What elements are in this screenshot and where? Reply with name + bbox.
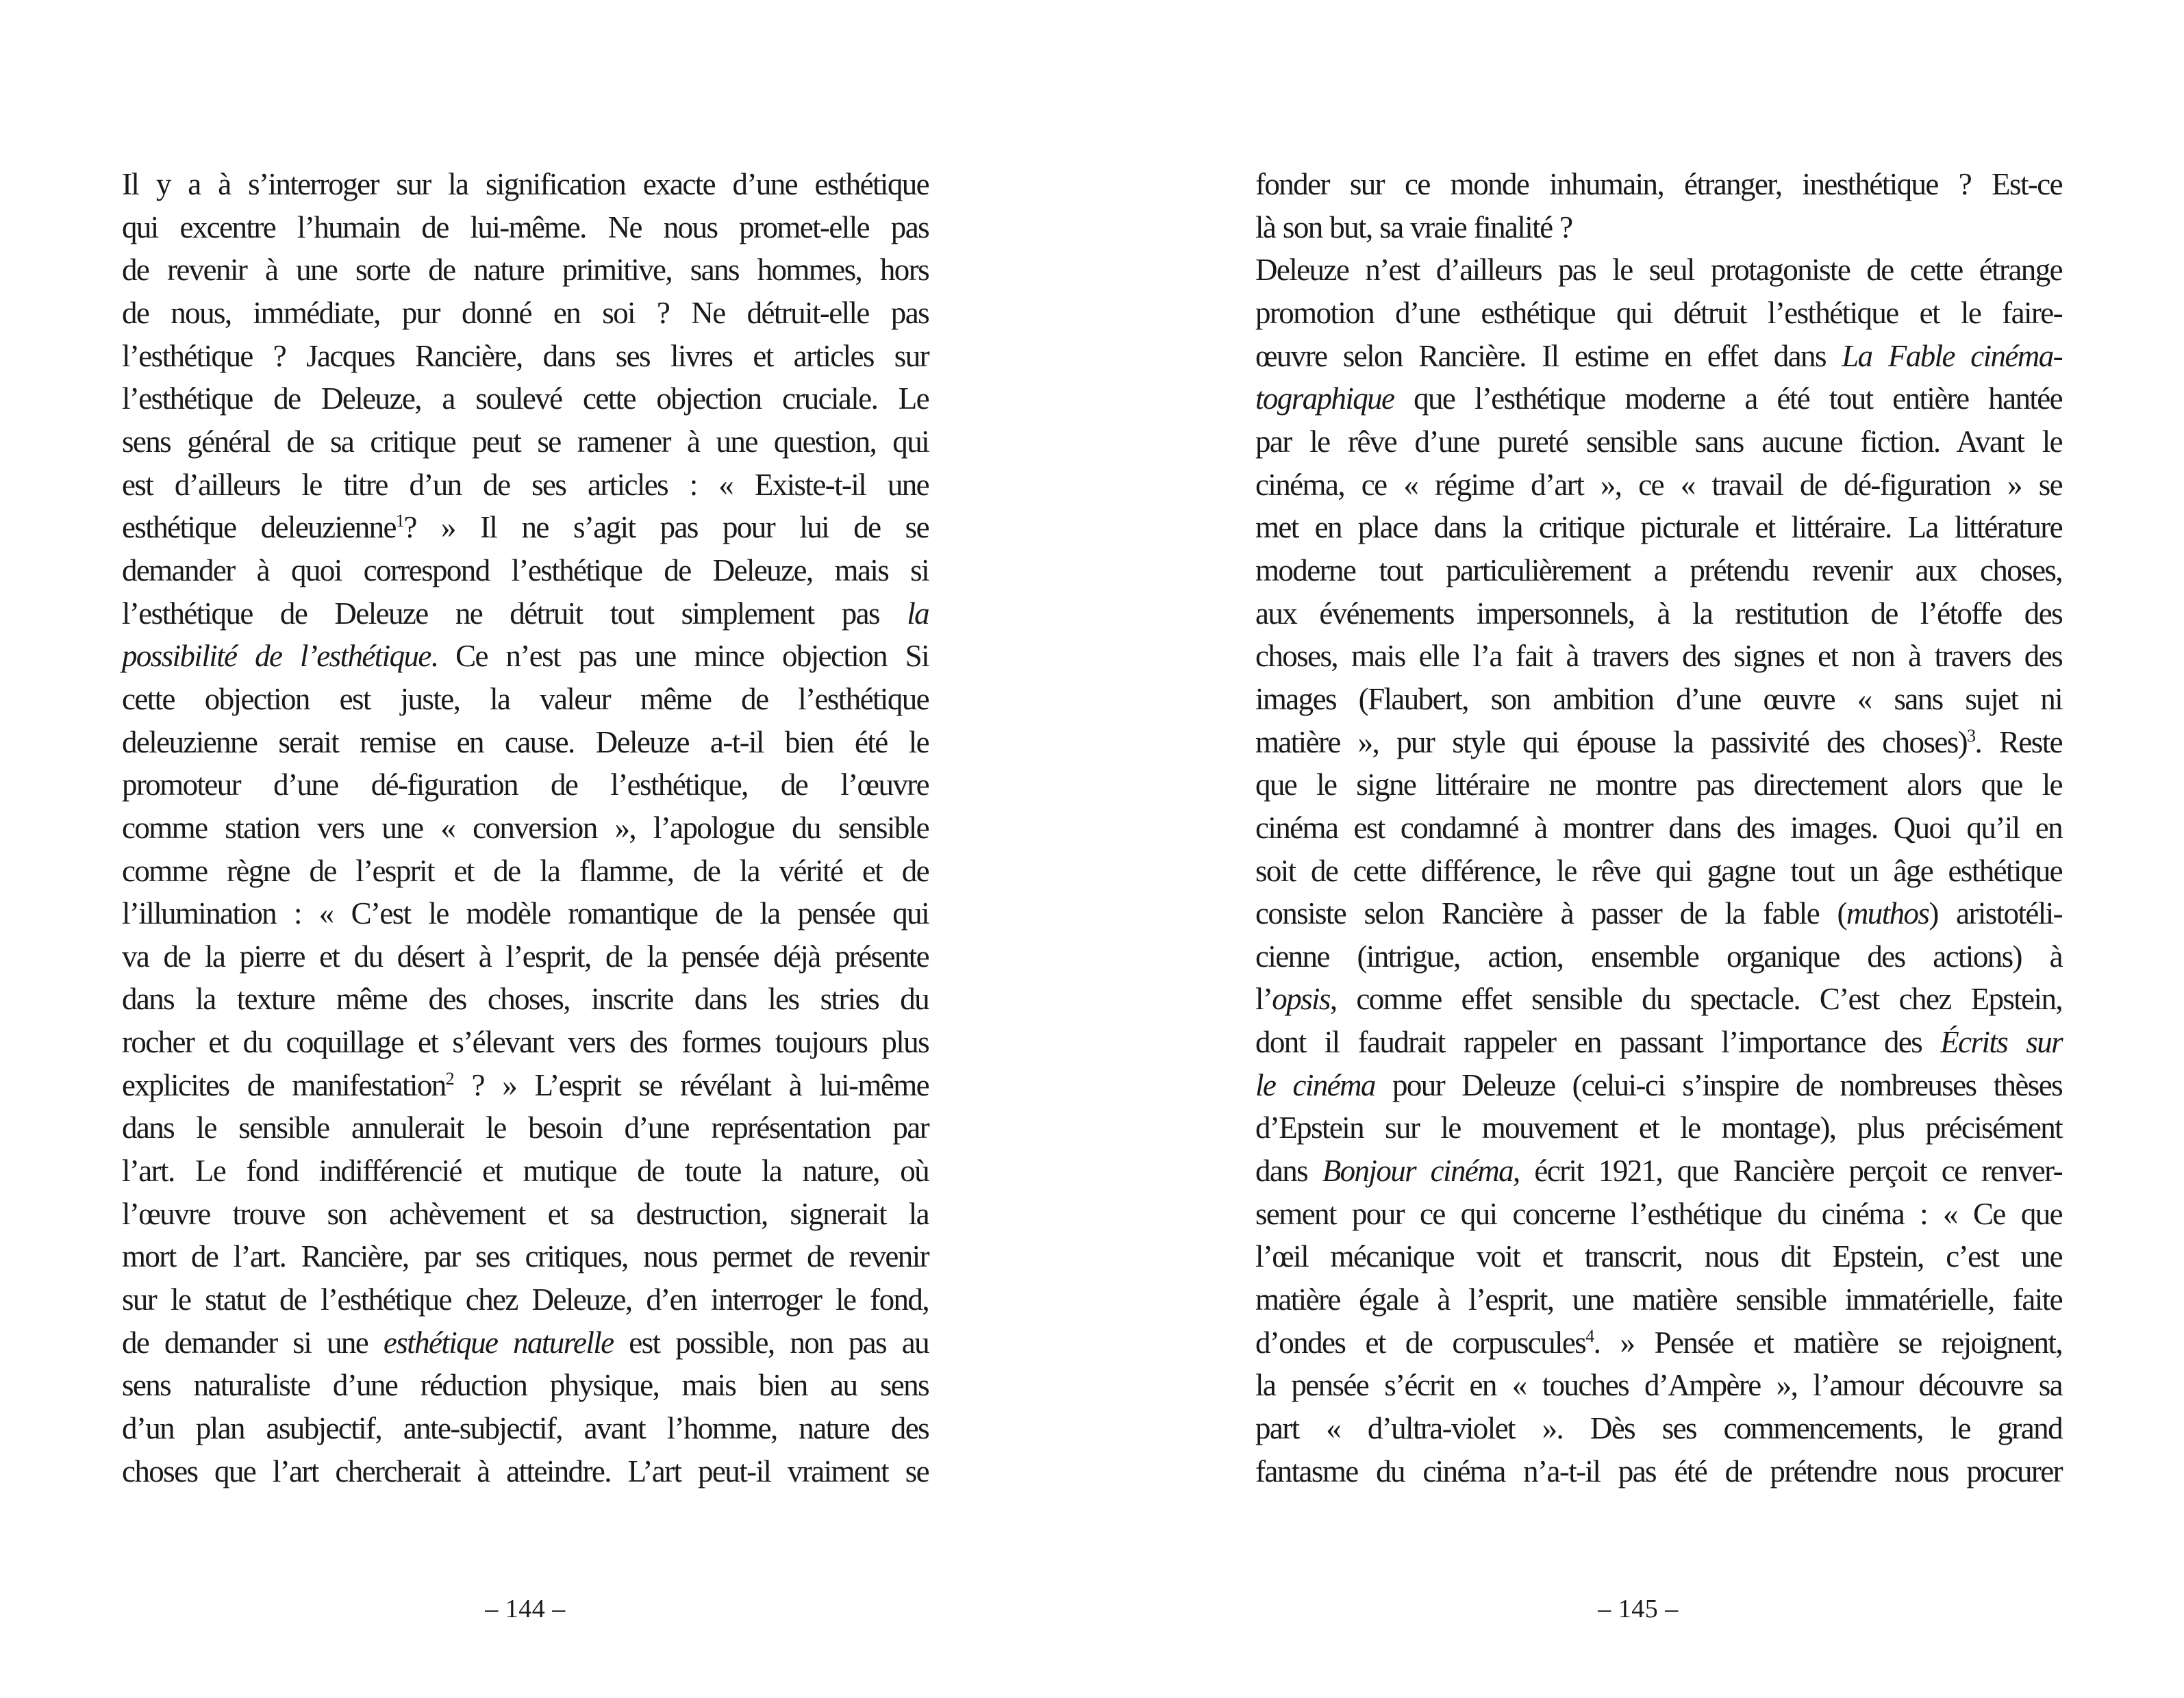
text-line	[1255, 420, 2062, 464]
text-line	[1255, 1407, 2062, 1450]
text-run: l’	[1255, 982, 1272, 1017]
text-run: . Reste	[1974, 724, 2062, 759]
text-run: choses que l’art chercherait à atteindre. L’art peut-il vraiment se	[122, 1454, 929, 1488]
text-line	[122, 850, 929, 893]
text-line	[122, 377, 929, 420]
page-right	[1092, 0, 2184, 1698]
text-line	[122, 978, 929, 1021]
text-run: cinéma, ce « régime d’art », ce « travail de dé-figuration » se	[1255, 467, 2062, 502]
text-line	[1255, 592, 2062, 635]
text-run: rocher et du coquillage et s’élevant vers des formes toujours plus	[122, 1025, 929, 1060]
text-line	[122, 721, 929, 764]
text-line	[1255, 1150, 2062, 1193]
text-line	[122, 464, 929, 507]
text-run: mort de l’art. Rancière, par ses critiques, nous permet de revenir	[122, 1239, 929, 1274]
text-run: Deleuze n’est d’ailleurs pas le seul protagoniste de cette étrange	[1255, 253, 2062, 288]
text-line	[122, 249, 929, 292]
text-run: par le rêve d’une pureté sensible sans aucune fiction. Avant le	[1255, 424, 2062, 459]
text-run: promoteur d’une dé-figuration de l’esthétique, de l’œuvre	[122, 768, 929, 802]
text-line	[1255, 206, 2062, 249]
text-run: sens général de sa critique peut se ramener à une question, qui	[122, 424, 929, 459]
text-line	[122, 549, 929, 592]
text-line	[1255, 763, 2062, 807]
text-line	[1255, 935, 2062, 978]
text-run: sur le statut de l’esthétique chez Deleuze, d’en interroger le fond,	[122, 1282, 929, 1317]
text-line	[122, 506, 929, 549]
text-line	[1255, 464, 2062, 507]
text-run: va de la pierre et du désert à l’esprit, de la pensée déjà présente	[122, 939, 929, 974]
italic-text: Écrits sur	[1940, 1025, 2063, 1060]
text-run: d’Epstein sur le mouvement et le montage), plus précisément	[1255, 1111, 2062, 1145]
text-line	[1255, 850, 2062, 893]
text-run: soit de cette différence, le rêve qui gagne tout un âge esthétique	[1255, 853, 2062, 888]
text-line	[122, 1150, 929, 1193]
text-run: l’illumination : « C’est le modèle romantique de la pensée qui	[122, 896, 929, 931]
text-line	[122, 807, 929, 850]
text-line	[122, 678, 929, 721]
text-line	[122, 420, 929, 464]
footnote-ref: 1	[395, 511, 404, 531]
text-line	[1255, 1021, 2062, 1064]
text-run: choses, mais elle l’a fait à travers des signes et non à travers des	[1255, 639, 2062, 674]
text-line	[1255, 377, 2062, 420]
text-line	[1255, 892, 2062, 935]
text-run: dans le sensible annulerait le besoin d’une représentation par	[122, 1111, 929, 1145]
text-run: . » Pensée et matière se rejoignent,	[1593, 1325, 2063, 1360]
text-line	[1255, 1364, 2062, 1407]
text-run: l’art. Le fond indifférencié et mutique de toute la nature, où	[122, 1154, 929, 1189]
text-run: ? » L’esprit se révélant à lui-même	[453, 1067, 929, 1102]
text-run: ) aristotéli-	[1929, 896, 2062, 931]
text-line	[1255, 1235, 2062, 1278]
footnote-ref: 4	[1585, 1326, 1594, 1346]
text-run: . Ce n’est pas une mince objection Si	[430, 639, 929, 674]
text-line	[1255, 1450, 2062, 1493]
italic-text: le cinéma	[1255, 1067, 1375, 1102]
text-line	[1255, 249, 2062, 292]
italic-text: tographique	[1255, 381, 1394, 416]
body-text-left	[122, 163, 929, 1493]
text-run: promotion d’une esthétique qui détruit l’esthétique et le faire-	[1255, 295, 2062, 330]
text-run: met en place dans la critique picturale et littéraire. La littérature	[1255, 510, 2062, 545]
text-line	[122, 1064, 929, 1107]
text-run: de nous, immédiate, pur donné en soi ? Ne détruit-elle pas	[122, 295, 929, 330]
text-run: , comme effet sensible du spectacle. C’est chez Epstein,	[1329, 982, 2062, 1017]
text-run: aux événements impersonnels, à la restitution de l’étoffe des	[1255, 596, 2062, 631]
body-text-right	[1255, 163, 2062, 1493]
italic-text: La Fable cinéma-	[1842, 338, 2062, 373]
text-line	[122, 1407, 929, 1450]
text-run: que l’esthétique moderne a été tout entière hantée	[1394, 381, 2062, 416]
text-line	[122, 1321, 929, 1365]
text-run: part « d’ultra-violet ». Dès ses commencements, le grand	[1255, 1411, 2062, 1446]
text-run: l’esthétique ? Jacques Rancière, dans ses livres et articles sur	[122, 338, 929, 373]
text-run: demander à quoi correspond l’esthétique de Deleuze, mais si	[122, 553, 929, 587]
italic-text: muthos	[1846, 896, 1929, 931]
text-line	[1255, 807, 2062, 850]
text-line	[1255, 721, 2062, 764]
text-line	[122, 335, 929, 378]
text-run: esthétique deleuzienne	[122, 510, 396, 545]
text-run: deleuzienne serait remise en cause. Deleuze a-t-il bien été le	[122, 724, 929, 759]
text-run: fonder sur ce monde inhumain, étranger, inesthétique ? Est-ce	[1255, 167, 2062, 201]
text-line	[122, 163, 929, 206]
text-run: la pensée s’écrit en « touches d’Ampère », l’amour découvre sa	[1255, 1368, 2062, 1403]
text-line	[122, 1021, 929, 1064]
text-line	[122, 763, 929, 807]
text-run: explicites de manifestation	[122, 1067, 446, 1102]
text-run: dans la texture même des choses, inscrite dans les stries du	[122, 982, 929, 1017]
text-run: dont il faudrait rappeler en passant l’importance des	[1255, 1025, 1941, 1060]
text-line	[122, 1106, 929, 1150]
text-run: qui excentre l’humain de lui-même. Ne nous promet-elle pas	[122, 210, 929, 244]
text-run: dans	[1255, 1154, 1322, 1189]
text-line	[1255, 549, 2062, 592]
text-run: pour Deleuze (celui-ci s’inspire de nombreuses thèses	[1375, 1067, 2062, 1102]
text-line	[1255, 1321, 2062, 1365]
page-number-right: – 145 –	[1598, 1595, 1679, 1623]
italic-text: Bonjour cinéma	[1322, 1154, 1514, 1189]
text-line	[1255, 1106, 2062, 1150]
text-run: moderne tout particulièrement a prétendu revenir aux choses,	[1255, 553, 2062, 587]
text-run: ? » Il ne s’agit pas pour lui de se	[403, 510, 929, 545]
page-number-left: – 144 –	[485, 1595, 566, 1623]
text-run: matière », pur style qui épouse la passivité des choses)	[1255, 724, 1968, 759]
text-run: est possible, non pas au	[613, 1325, 929, 1360]
text-line	[122, 1278, 929, 1321]
text-run: cienne (intrigue, action, ensemble organique des actions) à	[1255, 939, 2062, 974]
text-run: est d’ailleurs le titre d’un de ses articles : « Existe-t-il une	[122, 467, 929, 502]
text-run: que le signe littéraire ne montre pas directement alors que le	[1255, 768, 2062, 802]
text-line	[122, 292, 929, 335]
text-run: images (Flaubert, son ambition d’une œuvre « sans sujet ni	[1255, 681, 2062, 716]
text-line	[1255, 635, 2062, 678]
text-run: l’œil mécanique voit et transcrit, nous dit Epstein, c’est une	[1255, 1239, 2062, 1274]
text-line	[1255, 506, 2062, 549]
text-line	[122, 206, 929, 249]
text-run: comme règne de l’esprit et de la flamme, de la vérité et de	[122, 853, 929, 888]
text-line	[122, 592, 929, 635]
text-line	[122, 1450, 929, 1493]
text-run: matière égale à l’esprit, une matière sensible immatérielle, faite	[1255, 1282, 2062, 1317]
text-run: comme station vers une « conversion », l’apologue du sensible	[122, 810, 929, 845]
text-run: l’esthétique de Deleuze ne détruit tout simplement pas	[122, 596, 907, 631]
text-line	[1255, 978, 2062, 1021]
text-run: l’esthétique de Deleuze, a soulevé cette objection cruciale. Le	[122, 381, 929, 416]
text-line	[122, 935, 929, 978]
text-line	[1255, 335, 2062, 378]
text-run: de revenir à une sorte de nature primitive, sans hommes, hors	[122, 253, 929, 288]
italic-text: possibilité de l’esthétique	[122, 639, 431, 674]
text-line	[122, 1193, 929, 1236]
italic-text: la	[907, 596, 929, 631]
text-run: sens naturaliste d’une réduction physique, mais bien au sens	[122, 1368, 929, 1403]
text-line	[1255, 292, 2062, 335]
footnote-ref: 3	[1967, 725, 1975, 746]
text-run: fantasme du cinéma n’a-t-il pas été de prétendre nous procurer	[1255, 1454, 2062, 1488]
text-run: d’ondes et de corpuscules	[1255, 1325, 1586, 1360]
text-run: là son but, sa vraie finalité ?	[1255, 210, 1572, 244]
text-line	[1255, 163, 2062, 206]
footnote-ref: 2	[445, 1068, 454, 1089]
text-run: Il y a à s’interroger sur la signification exacte d’une esthétique	[122, 167, 929, 201]
text-run: cinéma est condamné à montrer dans des images. Quoi qu’il en	[1255, 810, 2062, 845]
text-run: , écrit 1921, que Rancière perçoit ce renver-	[1513, 1154, 2062, 1189]
text-line	[1255, 1278, 2062, 1321]
text-run: d’un plan asubjectif, ante-subjectif, avant l’homme, nature des	[122, 1411, 929, 1446]
italic-text: esthétique naturelle	[383, 1325, 614, 1360]
text-line	[122, 892, 929, 935]
italic-text: opsis	[1272, 982, 1330, 1017]
text-line	[1255, 678, 2062, 721]
text-line	[1255, 1193, 2062, 1236]
text-run: sement pour ce qui concerne l’esthétique du cinéma : « Ce que	[1255, 1196, 2062, 1231]
text-line	[1255, 1064, 2062, 1107]
text-run: de demander si une	[122, 1325, 384, 1360]
text-run: cette objection est juste, la valeur même de l’esthétique	[122, 681, 929, 716]
text-line	[122, 635, 929, 678]
text-line	[122, 1364, 929, 1407]
text-line	[122, 1235, 929, 1278]
text-run: œuvre selon Rancière. Il estime en effet dans	[1255, 338, 1842, 373]
text-run: l’œuvre trouve son achèvement et sa destruction, signerait la	[122, 1196, 929, 1231]
text-run: consiste selon Rancière à passer de la fable (	[1255, 896, 1846, 931]
